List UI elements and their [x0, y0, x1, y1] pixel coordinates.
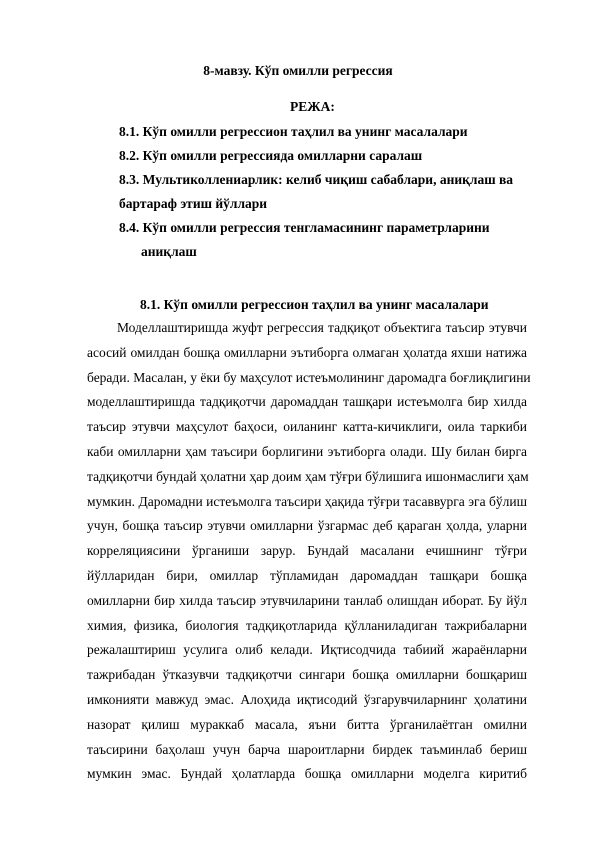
paragraph-line: корреляциясини ўрганиши зарур. Бундай масалани ечишнинг тўғри — [87, 543, 527, 559]
paragraph-line: таъсирини баҳолаш учун барча шароитларни бирдек таъминлаб бериш — [87, 741, 527, 757]
plan-item: 8.4. Кўп омилли регрессия тенгламасининг параметрларини — [119, 220, 490, 235]
page-title: 8-мавзу. Кўп омилли регрессия — [203, 63, 393, 78]
paragraph-line: каби омилларни ҳам таъсири борлигини эътиборга олади. Шу билан бирга — [87, 443, 527, 459]
paragraph-line: асосий омилдан бошқа омилларни эътиборга олмаган ҳолатда яхши натижа — [87, 344, 527, 360]
paragraph-line: йўлларидан бири, омиллар тўпламидан даромаддан ташқари бошқа — [87, 567, 527, 583]
paragraph-line: назорат қилиш мураккаб масала, яъни битта ўрганилаётган омилни — [87, 716, 527, 732]
paragraph-line: беради. Масалан, у ёки бу маҳсулот истеъмолининг даромадга боғлиқлигини — [87, 369, 531, 385]
plan-item: 8.3. Мультиколлениарлик: келиб чиқиш сабаблари, аниқлаш ва — [119, 172, 514, 187]
paragraph-line: тажрибадан ўтказувчи тадқиқотчи сингари бошқа омилларни бошқариш — [87, 667, 527, 683]
section-heading: 8.1. Кўп омилли регрессион таҳлил ва унинг масалалари — [140, 297, 489, 312]
plan-heading: РЕЖА: — [290, 99, 335, 114]
paragraph-line: химия, физика, биология тадқиқотларида қўлланиладиган тажрибаларни — [87, 617, 527, 633]
plan-item: 8.2. Кўп омилли регрессияда омилларни саралаш — [119, 148, 423, 163]
paragraph-line: имконияти мавжуд эмас. Алоҳида иқтисодий ўзгарувчиларнинг ҳолатини — [87, 691, 527, 707]
plan-item: 8.1. Кўп омилли регрессион таҳлил ва унинг масалалари — [119, 124, 468, 139]
paragraph-line: омилларни бир хилда таъсир этувчиларини танлаб олишдан иборат. Бу йўл — [87, 592, 527, 608]
paragraph-line: моделлаштиришда тадқиқотчи даромаддан ташқари истеъмолга бир хилда — [87, 394, 527, 410]
plan-item-continuation: бартараф этиш йўллари — [119, 196, 268, 211]
body-paragraph — [87, 316, 531, 787]
plan-list — [119, 120, 539, 264]
paragraph-line: Моделлаштиришда жуфт регрессия тадқиқот объектига таъсир этувчи — [117, 320, 527, 335]
paragraph-line: мумкин. Даромадни истеъмолга таъсири ҳақида тўғри тасаввурга эга бўлиш — [87, 493, 527, 509]
paragraph-line: таъсир этувчи маҳсулот баҳоси, оиланинг катта-кичиклиги, оила таркиби — [87, 419, 527, 435]
plan-item-continuation: аниқлаш — [141, 244, 197, 259]
paragraph-line: мумкин эмас. Бундай ҳолатларда бошқа омилларни моделга киритиб — [87, 766, 527, 782]
paragraph-line: тадқиқотчи бундай ҳолатни ҳар доим ҳам тўғри бўлишига ишонмаслиги ҳам — [87, 468, 529, 484]
paragraph-line: учун, бошқа таъсир этувчи омилларни ўзгармас деб қараган ҳолда, уларни — [87, 518, 527, 534]
paragraph-line: режалаштириш усулига олиб келади. Иқтисодчида табиий жараёнларни — [87, 642, 527, 658]
